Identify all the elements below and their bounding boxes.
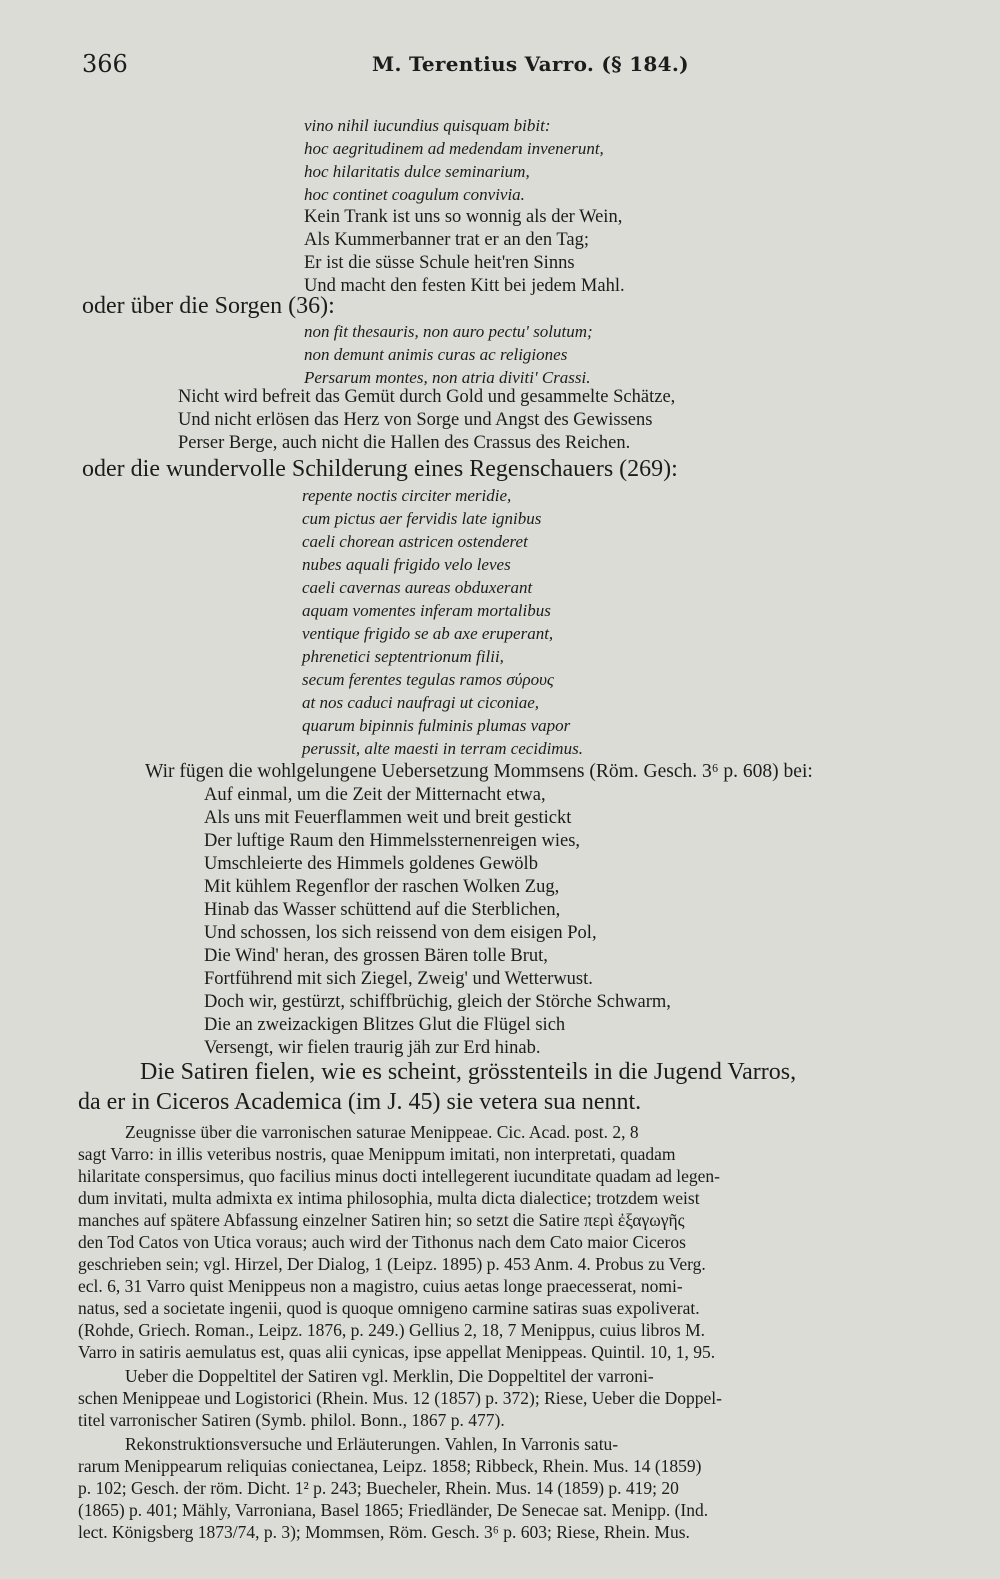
note-line: (1865) p. 401; Mähly, Varroniana, Basel 1865; Friedländer, De Senecae sat. Menipp. (Ind. <box>78 1500 709 1520</box>
note-line: ecl. 6, 31 Varro quist Menippeus non a magistro, cuius aetas longe praecesserat, nomi- <box>78 1276 683 1296</box>
page-number: 366 <box>82 50 128 78</box>
text-line: hoc hilaritatis dulce seminarium, <box>304 162 530 181</box>
text-line: caeli cavernas aureas obduxerant <box>302 578 533 597</box>
text-line: hoc aegritudinem ad medendam invenerunt, <box>304 139 604 158</box>
text-line: nubes aquali frigido velo leves <box>302 555 511 574</box>
text-line: Versengt, wir fielen traurig jäh zur Erd hinab. <box>204 1038 541 1058</box>
text-line: oder über die Sorgen (36): <box>82 293 335 319</box>
text-line: Als uns mit Feuerflammen weit und breit gestickt <box>204 808 572 828</box>
text-line: Hinab das Wasser schüttend auf die Sterblichen, <box>204 900 561 920</box>
note-line: Zeugnisse über die varronischen saturae Menippeae. Cic. Acad. post. 2, 8 <box>125 1122 639 1142</box>
text-line: hoc continet coagulum convivia. <box>304 185 525 204</box>
text-line: perussit, alte maesti in terram cecidimus. <box>302 739 583 758</box>
note-line: Ueber die Doppeltitel der Satiren vgl. Merklin, Die Doppeltitel der varroni- <box>125 1366 654 1386</box>
text-line: Nicht wird befreit das Gemüt durch Gold und gesammelte Schätze, <box>178 387 676 407</box>
text-line: cum pictus aer fervidis late ignibus <box>302 509 542 528</box>
note-line: Rekonstruktionsversuche und Erläuterungen. Vahlen, In Varronis satu- <box>125 1434 619 1454</box>
text-line: Persarum montes, non atria diviti' Crassi. <box>304 368 591 387</box>
text-line: aquam vomentes inferam mortalibus <box>302 601 551 620</box>
text-line: phrenetici septentrionum filii, <box>302 647 504 666</box>
running-head: M. Terentius Varro. (§ 184.) <box>372 52 689 76</box>
text-line: Umschleierte des Himmels goldenes Gewölb <box>204 854 538 874</box>
note-line: lect. Königsberg 1873/74, p. 3); Mommsen, Röm. Gesch. 3⁶ p. 603; Riese, Rhein. Mus. <box>78 1522 690 1542</box>
note-line: titel varronischer Satiren (Symb. philol. Bonn., 1867 p. 477). <box>78 1410 505 1430</box>
note-line: hilaritate conspersimus, quo facilius minus docti intellegerent iucunditate quadam ad legen- <box>78 1166 720 1186</box>
text-line: da er in Ciceros Academica (im J. 45) sie vetera sua nennt. <box>78 1089 642 1115</box>
text-line: Auf einmal, um die Zeit der Mitternacht etwa, <box>204 785 546 805</box>
note-line: Varro in satiris aemulatus est, quas alii cynicas, ipse appellat Menippeas. Quintil. 10, 1, 95. <box>78 1342 716 1362</box>
text-line: vino nihil iucundius quisquam bibit: <box>304 116 551 135</box>
text-line: Der luftige Raum den Himmelssternenreigen wies, <box>204 831 581 851</box>
note-line: p. 102; Gesch. der röm. Dicht. 1² p. 243; Buecheler, Rhein. Mus. 14 (1859) p. 419; 20 <box>78 1478 679 1498</box>
text-line: secum ferentes tegulas ramos σύρους <box>302 670 554 689</box>
text-line: non demunt animis curas ac religiones <box>304 345 568 364</box>
text-line: quarum bipinnis fulminis plumas vapor <box>302 716 571 735</box>
page-header <box>82 50 920 86</box>
note-line: den Tod Catos von Utica voraus; auch wird der Tithonus nach dem Cato maior Ciceros <box>78 1232 686 1252</box>
text-line: Die an zweizackigen Blitzes Glut die Flügel sich <box>204 1015 566 1035</box>
text-line: oder die wundervolle Schilderung eines Regenschauers (269): <box>82 456 678 482</box>
note-line: natus, sed a societate ingenii, quod is quoque omnigeno carmine satiras suas expoliverat. <box>78 1298 700 1318</box>
text-line: Die Wind' heran, des grossen Bären tolle Brut, <box>204 946 548 966</box>
text-line: Er ist die süsse Schule heit'ren Sinns <box>304 253 575 273</box>
text-line: Und schossen, los sich reissend von dem eisigen Pol, <box>204 923 597 943</box>
text-line: Wir fügen die wohlgelungene Uebersetzung Mommsens (Röm. Gesch. 3⁶ p. 608) bei: <box>145 761 813 782</box>
note-line: rarum Menippearum reliquias coniectanea, Leipz. 1858; Ribbeck, Rhein. Mus. 14 (1859) <box>78 1456 702 1476</box>
text-line: repente noctis circiter meridie, <box>302 486 512 505</box>
text-line: Und nicht erlösen das Herz von Sorge und Angst des Gewissens <box>178 410 653 430</box>
note-line: manches auf spätere Abfassung einzelner Satiren hin; so setzt die Satire περὶ ἐξαγωγῆς <box>78 1210 685 1230</box>
text-line: Perser Berge, auch nicht die Hallen des Crassus des Reichen. <box>178 433 631 453</box>
text-line: Fortführend mit sich Ziegel, Zweig' und Wetterwust. <box>204 969 593 989</box>
text-line: non fit thesauris, non auro pectu' solutum; <box>304 322 593 341</box>
text-line: Kein Trank ist uns so wonnig als der Wein, <box>304 207 623 227</box>
note-line: schen Menippeae und Logistorici (Rhein. Mus. 12 (1857) p. 372); Riese, Ueber die Doppel- <box>78 1388 722 1408</box>
note-line: dum invitati, multa admixta ex intima philosophia, multa dicta dialectice; trotzdem weist <box>78 1188 700 1208</box>
text-line: Mit kühlem Regenflor der raschen Wolken Zug, <box>204 877 560 897</box>
note-line: sagt Varro: in illis veteribus nostris, quae Menippum imitati, non interpretati, quadam <box>78 1144 676 1164</box>
text-line: Die Satiren fielen, wie es scheint, grösstenteils in die Jugend Varros, <box>140 1059 797 1085</box>
text-line: caeli chorean astricen ostenderet <box>302 532 528 551</box>
text-line: Als Kummerbanner trat er an den Tag; <box>304 230 590 250</box>
text-line: Doch wir, gestürzt, schiffbrüchig, gleich der Störche Schwarm, <box>204 992 671 1012</box>
text-line: ventique frigido se ab axe eruperant, <box>302 624 554 643</box>
text-line: Und macht den festen Kitt bei jedem Mahl. <box>304 276 625 296</box>
note-line: (Rohde, Griech. Roman., Leipz. 1876, p. 249.) Gellius 2, 18, 7 Menippus, cuius libros M. <box>78 1320 706 1340</box>
note-line: geschrieben sein; vgl. Hirzel, Der Dialog, 1 (Leipz. 1895) p. 453 Anm. 4. Probus zu Verg. <box>78 1254 706 1274</box>
text-line: at nos caduci naufragi ut ciconiae, <box>302 693 540 712</box>
